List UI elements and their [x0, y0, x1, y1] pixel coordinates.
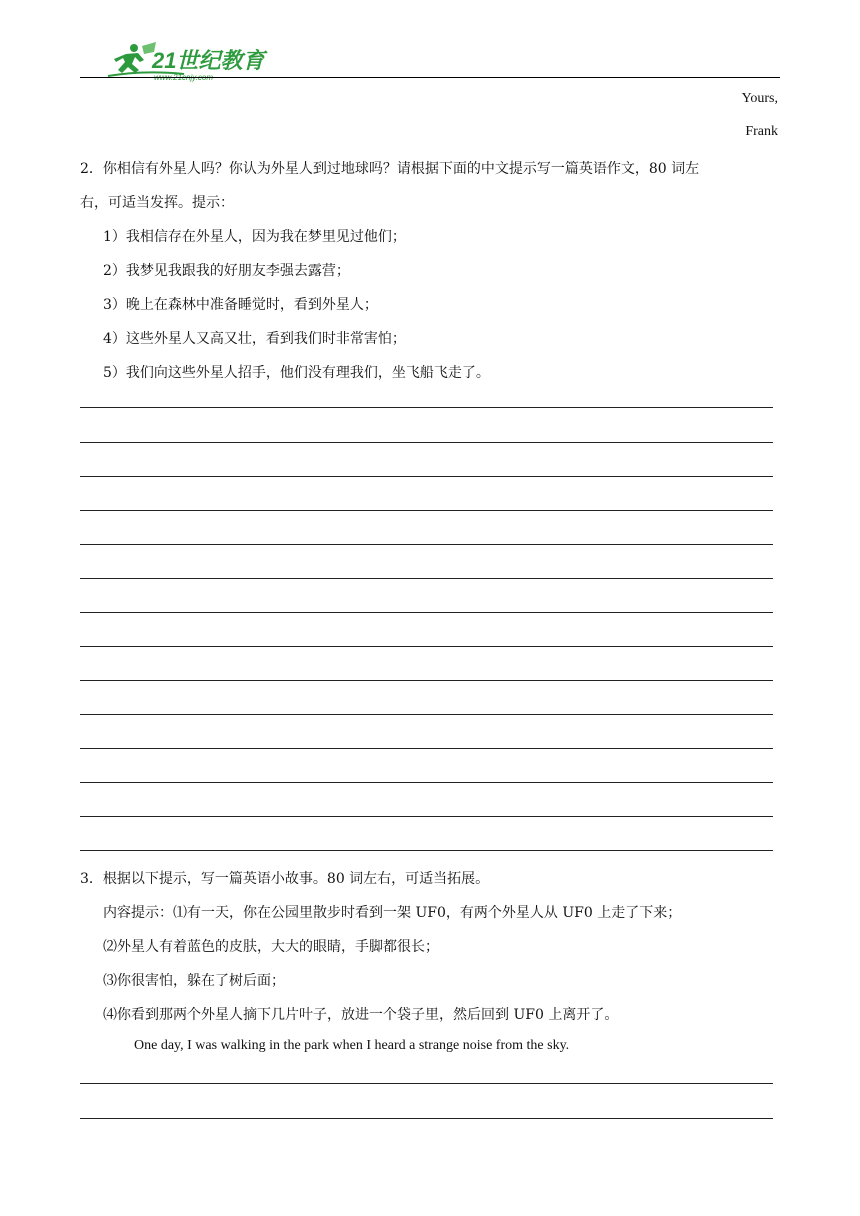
- q2-hint-3: 3）晚上在森林中准备睡觉时，看到外星人；: [103, 297, 378, 313]
- q3-hint-1: 内容提示：⑴有一天，你在公园里散步时看到一架 UF0，有两个外星人从 UF0 上走了下来；: [103, 905, 682, 921]
- q2-prompt-line2: 右，可适当发挥。提示：: [80, 195, 234, 211]
- answer-line[interactable]: [80, 1083, 773, 1084]
- q3-prompt-line1: 3．根据以下提示，写一篇英语小故事。80 词左右，可适当拓展。: [80, 871, 490, 887]
- runner-icon: [114, 42, 156, 73]
- answer-line[interactable]: [80, 646, 773, 647]
- answer-line[interactable]: [80, 544, 773, 545]
- logo-text: 21世纪教育: [152, 48, 265, 73]
- q2-hint-5: 5）我们向这些外星人招手，他们没有理我们，坐飞船飞走了。: [103, 365, 490, 381]
- q2-hint-2: 2）我梦见我跟我的好朋友李强去露营；: [103, 263, 350, 279]
- answer-line[interactable]: [80, 1118, 773, 1119]
- answer-line[interactable]: [80, 782, 773, 783]
- q2-hint-4: 4）这些外星人又高又壮，看到我们时非常害怕；: [103, 331, 406, 347]
- answer-line[interactable]: [80, 442, 773, 443]
- q3-opening-sentence: One day, I was walking in the park when I heard a strange noise from the sky.: [134, 1038, 570, 1053]
- answer-line[interactable]: [80, 510, 773, 511]
- answer-line[interactable]: [80, 850, 773, 851]
- q3-hint-2: ⑵外星人有着蓝色的皮肤，大大的眼睛，手脚都很长；: [103, 939, 439, 955]
- letter-signature: Frank: [745, 124, 778, 139]
- answer-line[interactable]: [80, 612, 773, 613]
- q3-hint-4: ⑷你看到那两个外星人摘下几片叶子，放进一个袋子里，然后回到 UF0 上离开了。: [103, 1007, 619, 1023]
- answer-line[interactable]: [80, 680, 773, 681]
- page-header: [0, 0, 860, 90]
- q2-hint-1: 1）我相信存在外星人，因为我在梦里见过他们；: [103, 229, 406, 245]
- answer-line[interactable]: [80, 476, 773, 477]
- q3-hint-3: ⑶你很害怕，躲在了树后面；: [103, 973, 285, 989]
- answer-line[interactable]: [80, 714, 773, 715]
- answer-line[interactable]: [80, 816, 773, 817]
- answer-line[interactable]: [80, 748, 773, 749]
- answer-line[interactable]: [80, 578, 773, 579]
- q2-prompt-line1: 2．你相信有外星人吗？你认为外星人到过地球吗？请根据下面的中文提示写一篇英语作文，80 词左: [80, 161, 700, 177]
- header-divider: [80, 77, 780, 78]
- answer-line[interactable]: [80, 407, 773, 408]
- letter-closing: Yours,: [741, 91, 778, 106]
